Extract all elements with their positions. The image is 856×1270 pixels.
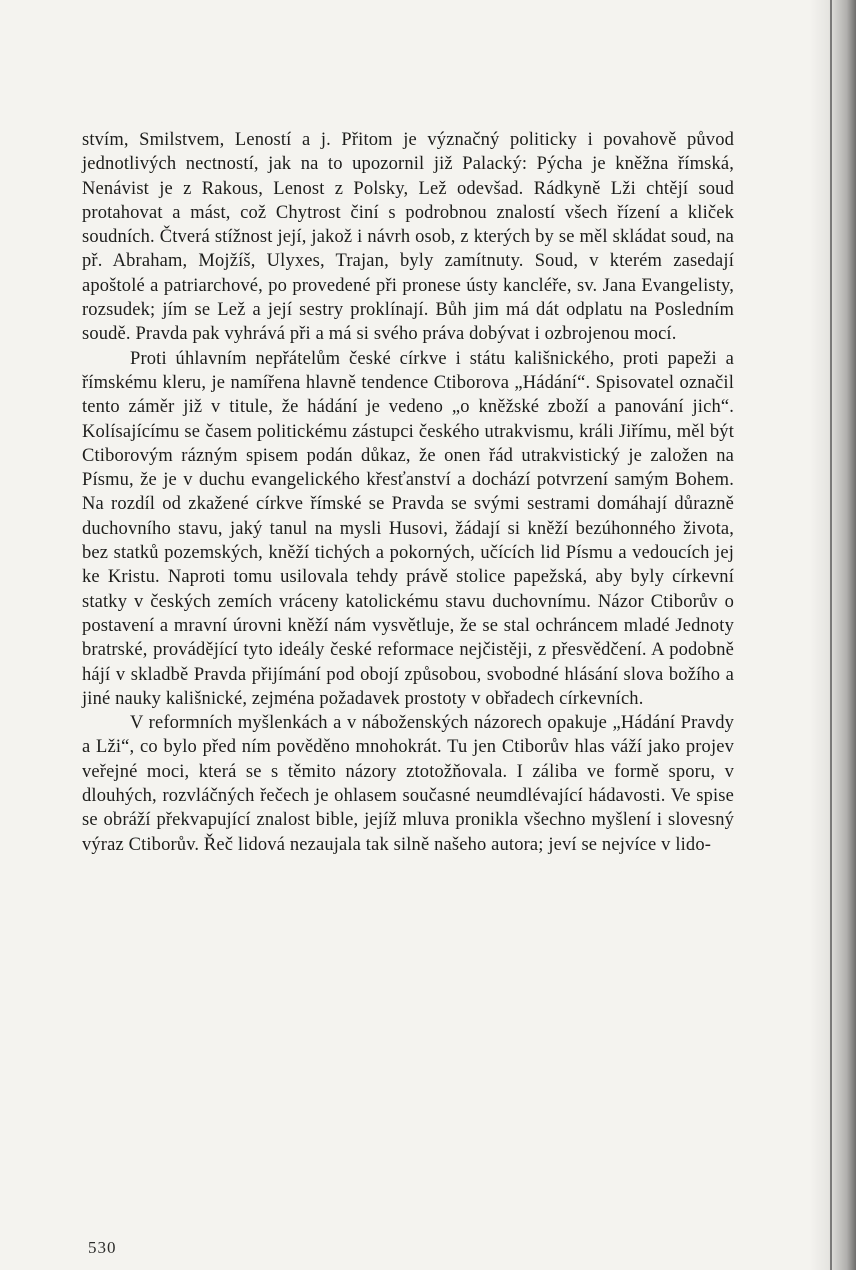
paragraph-3: V reformních myšlenkách a v náboženských názorech opakuje „Hádání Pravdy a Lži“, co bylo před ním pověděno mnohokrát. Tu jen Ctiborův hlas váží jako projev veřejné moci, která se s těmito názory ztotožňovala. I záliba ve formě sporu, v dlouhých, rozvláčných řečech je ohlasem současné neumdlévající hádavosti. Ve spise se obráží překvapující znalost bible, jejíž mluva pronikla všechno myšlení i slovesný výraz Ctiborův. Řeč lidová nezaujala tak silně našeho autora; jeví se nejvíce v lido- xyxy=(82,713,734,855)
body-text xyxy=(82,128,734,857)
paragraph-1: stvím, Smilstvem, Leností a j. Přitom je význačný politicky i povahově původ jednotlivých nectností, jak na to upozornil již Palacký: Pýcha je kněžna římská, Nenávist je z Rakous, Lenost z Polsky, Lež odevšad. Rádkyně Lži chtějí soud protahovat a mást, což Chytrost činí s podrobnou znalostí všech řízení a kliček soudních. Čtverá stížnost její, jakož i návrh osob, z kterých by se měl skládat soud, na př. Abraham, Mojžíš, Ulyxes, Trajan, byly zamítnuty. Soud, v kterém zasedají apoštolé a patriarchové, po provedené při pronese ústy kancléře, sv. Jana Evangelisty, rozsudek; jím se Lež a její sestry proklínají. Bůh jim má dát odplatu na Posledním soudě. Pravda pak vyhrává při a má si svého práva dobývat i ozbrojenou mocí. xyxy=(82,130,734,345)
page-edge-line xyxy=(830,0,832,1270)
paragraph-2: Proti úhlavním nepřátelům české církve i státu kališnického, proti papeži a římskému kleru, je namířena hlavně tendence Ctiborova „Hádání“. Spisovatel označil tento záměr již v titule, že hádání je vedeno „o kněžské zboží a panování jich“. Kolísajícímu se časem politickému zástupci českého utrakvismu, králi Jiřímu, měl být Ctiborovým rázným spisem podán důkaz, že onen řád utrakvistický je založen na Písmu, že je v duchu evangelického křesťanství a dochází potvrzení samým Bohem. Na rozdíl od zkažené církve římské se Pravda se svými sestrami domáhají důrazně duchovního stavu, jaký tanul na mysli Husovi, žádají si kněží bezúhonného života, bez statků pozemských, kněží tichých a pokorných, učících lid Písmu a vedoucích jej ke Kristu. Naproti tomu usilovala tehdy právě stolice papežská, aby byly církevní statky v českých zemích vráceny katolickému stavu duchovnímu. Názor Ctiborův o postavení a mravní úrovni kněží nám vysvětluje, že se stal ochráncem mladé Jednoty bratrské, provádějící tyto ideály české reformace nejčistěji, z přesvědčení. A podobně hájí v skladbě Pravda přijímání pod obojí způsobou, svobodné hlásání slova božího a jiné nauky kališnické, zejména požadavek prostoty v obřadech církevních. xyxy=(82,348,734,709)
page-edge-shadow xyxy=(810,0,856,1270)
page-number: 530 xyxy=(88,1238,117,1257)
